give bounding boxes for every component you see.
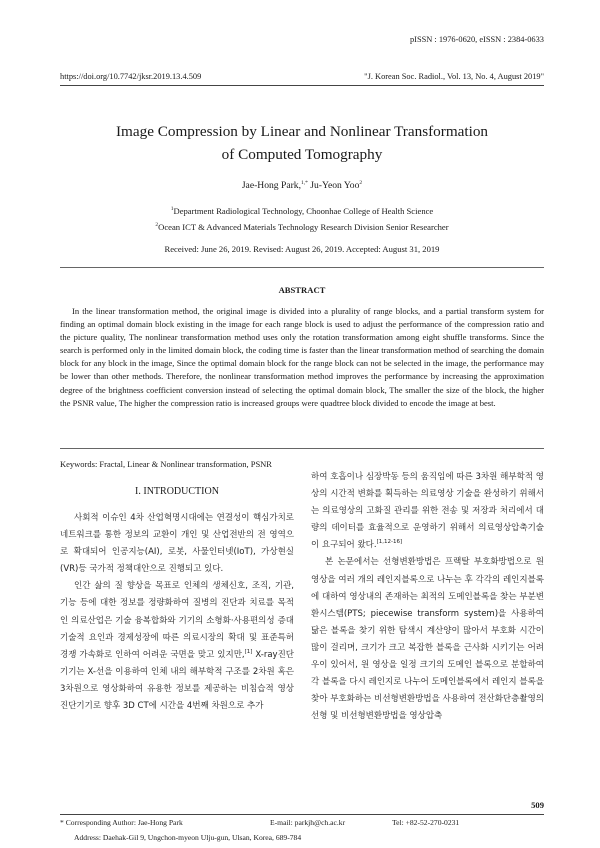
keywords: Keywords: Fractal, Linear & Nonlinear transformation, PSNR: [60, 459, 272, 469]
affiliation-1-text: Department Radiological Technology, Choonhae College of Health Science: [173, 206, 434, 216]
title-line-2: of Computed Tomography: [221, 146, 383, 163]
author-2-sup: 2: [359, 179, 363, 186]
abstract-bottom-divider: [60, 448, 544, 449]
received-dates: Received: June 26, 2019. Revised: August 26, 2019. Accepted: August 31, 2019: [164, 244, 440, 254]
issn-line: pISSN : 1976-0620, eISSN : 2384-0633: [409, 35, 544, 44]
left-column: [60, 510, 294, 715]
affiliation-1-sup: 1: [170, 206, 174, 213]
right-column: [311, 469, 544, 725]
affiliation-1: [60, 206, 544, 216]
author-tel: Tel: +82-52-270-0231: [392, 818, 460, 827]
footer-divider: [60, 814, 544, 815]
doi-link[interactable]: https://doi.org/10.7742/jksr.2019.13.4.509: [60, 72, 202, 81]
author-address: Address: Daehak-Gil 9, Ungchon-myeon Ulju-gun, Ulsan, Korea, 689-784: [74, 833, 302, 842]
paragraph: [311, 469, 544, 554]
citation-ref[interactable]: [1,12-16]: [376, 539, 403, 546]
affiliation-2-text: Ocean ICT & Advanced Materials Technology Research Division Senior Researcher: [158, 222, 449, 232]
author-1-sup: 1,*: [300, 179, 308, 186]
title-line-1: Image Compression by Linear and Nonlinear Transformation: [115, 123, 489, 140]
abstract-body: In the linear transformation method, the original image is divided into a plurality of range blocks, and a partial transform system for finding an optimal domain block existing in the image for each range block is used to adjust the performance of the compression ratio and the picture quality, The nonlinear transformation method uses only the rotation transformation among eight shuffle transforms. Since the search is performed only in the limited domain block, the coding time is faster than the linear transformation method of searching the domain block for any block in the image, Since the optimal domain block for the range block can not be selected in the image, the performance may be lower than other methods. Therefore, the nonlinear transformation method improves the performance by increasing the approximation degree of the brightness coefficient conversion instead of selecting the optimal domain block, The smaller the size of the block, the higher the PSNR value, The higher the compression ratio is increased groups were quadtree block divided to encode the image at best.: [60, 306, 544, 408]
abstract-heading: ABSTRACT: [278, 285, 326, 295]
paragraph: [60, 578, 294, 715]
citation-ref[interactable]: [1]: [244, 648, 253, 655]
paragraph-text: 인간 삶의 질 향상을 목표로 인체의 생체신호, 조직, 기관, 기능 등에 대한 정보를 정량화하여 질병의 진단과 치료를 목적인 의료산업은 기술 융복합화와 기기의 소형화·사용편의성 증대 기술적 요인과 경제성장에 따른 의료시장의 확대 및 표준특허 경쟁 가속화로 인하여 어려운 국면을 맞고 있지만,: [60, 581, 294, 660]
article-title: [60, 120, 544, 166]
paragraph: 사회적 이슈인 4차 산업혁명시대에는 연결성이 핵심가치로 네트워크를 통한 정보의 교환이 개인 및 산업전반의 전 영역으로 확대되어 인공지능(AI), 로봇, 사물인터넷(IoT), 가상현실(VR)등 국가적 정책대안으로 진행되고 있다.: [60, 513, 294, 575]
section-heading: I. INTRODUCTION: [135, 486, 219, 497]
author-email[interactable]: E-mail: parkjh@ch.ac.kr: [270, 818, 346, 827]
paragraph-text: X-ray진단기기는 X-선을 이용하여 인체 내의 해부학적 구조를 2차원 혹은 3차원으로 영상화하여 유용한 정보를 제공하는 비침습적 영상진단기기로 향후 3D CT에 시간을 4번째 차원으로 추가: [60, 649, 294, 712]
affiliation-2-sup: 2: [155, 222, 159, 229]
page-number: 509: [531, 800, 544, 810]
author-list: [60, 180, 544, 191]
paragraph-text: 하여 호흡이나 심장박동 등의 움직임에 따른 3차원 해부학적 영상의 시간적 변화를 획득하는 의료영상 기술을 완성하기 위해서는 의료영상의 고화질 관리를 위한 전송 및 저장과 처리에서 대량의 데이터를 효율적으로 운영하기 위해서 의료영상압축기술이 요구되어 왔다.: [311, 472, 544, 551]
journal-citation: "J. Korean Soc. Radiol., Vol. 13, No. 4, August 2019": [364, 72, 544, 81]
paragraph: 본 논문에서는 선형변환방법은 프랙탈 부호화방법으로 원 영상을 여러 개의 레인지블록으로 나누는 후 각각의 레인지블록에 대하여 영상내의 존재하는 최적의 도메인블록을 찾는 부분변환시스템(PTS; piecewise transform system)을 사용하여 닮은 블록을 찾기 위한 탐색시 계산양이 많아서 부호화 시간이 많이 걸리며, 크기가 크고 복잡한 블록을 근사화 시키기는 어려우이 있어서, 원 영상을 일정 크기의 도메인 블록으로 분할하여 각 블록을 다시 레인지로 나누어 도메인블록에서 레인지 블록을 찾아 부호화하는 비선형변환방법을 사용하여 전산화단층촬영의 선형 및 비선형변환방법을 영상압축: [311, 557, 544, 722]
corresponding-author: * Corresponding Author: Jae-Hong Park: [60, 818, 183, 827]
header-divider: [60, 85, 544, 86]
author-1: Jae-Hong Park,: [241, 180, 301, 191]
affiliation-2: [60, 222, 544, 232]
author-2: Ju-Yeon Yoo: [307, 180, 360, 191]
abstract-top-divider: [60, 267, 544, 268]
